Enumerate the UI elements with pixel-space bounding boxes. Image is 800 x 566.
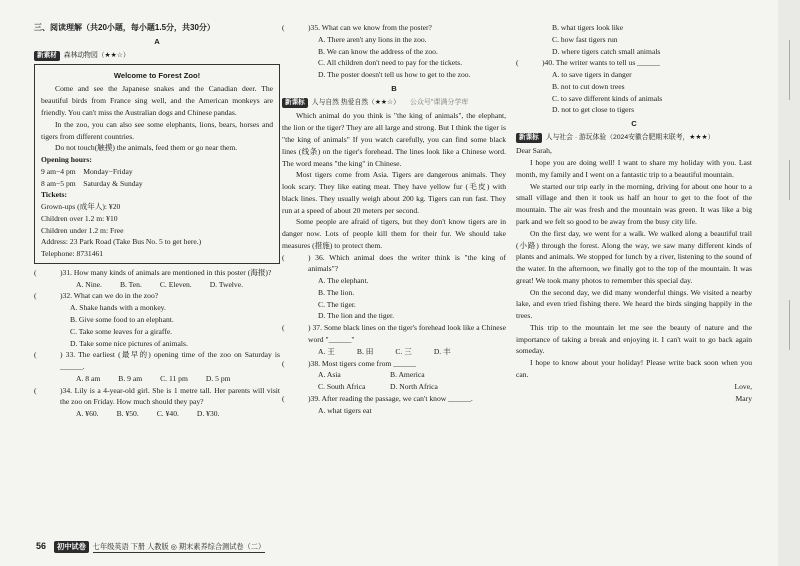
answer-bracket[interactable]: ( — [34, 267, 37, 277]
option: B. America — [390, 370, 425, 380]
answer-bracket[interactable]: ( — [282, 23, 285, 32]
question-32: ( )32. What can we do in the zoo? — [34, 291, 159, 301]
option: D. not to get close to tigers — [552, 105, 635, 115]
part-b-tag — [282, 98, 506, 109]
option: B. 9 am — [118, 373, 143, 383]
part-a-topic: 森林动物园（★★☆） — [63, 52, 130, 60]
letter-paragraph: We started our trip early in the morning, driving for about one hour to a small village and then it took us half an hour to get to the foot of the mountain. The air was fresh and the mountain was green. It was like a big park and we felt so good to be away from the busy city life. — [516, 181, 752, 227]
opening-hours-label: Opening hours: — [41, 155, 92, 165]
option: D. The poster doesn't tell us how to get to the zoo. — [318, 70, 471, 80]
watermark-text: 公众号"课满分学库 — [409, 98, 469, 106]
option: A. Shake hands with a monkey. — [70, 303, 166, 313]
answer-bracket[interactable]: ( — [282, 393, 285, 403]
opening-hours-weekday: 9 am−4 pm Monday−Friday — [41, 166, 133, 176]
option: D. where tigers catch small animals — [552, 46, 661, 56]
page-binding-edge — [778, 0, 800, 566]
question-37-options — [282, 346, 506, 358]
option: D. 5 pm — [205, 373, 231, 383]
option: A. what tigers eat — [318, 405, 372, 415]
poster-title: Welcome to Forest Zoo! — [113, 70, 201, 80]
passage-paragraph: Some people are afraid of tigers, but they don't know tigers are in danger now. Lots of people kill them for their fur. We should take measures (措施) to protect them. — [282, 217, 506, 250]
option: C. South Africa — [318, 382, 366, 392]
option: B. 田 — [356, 346, 374, 356]
option: C. how fast tigers run — [552, 34, 618, 44]
letter-paragraph: This trip to the mountain let me see the beauty of nature and the importance of taking a break and enjoying it. I can't wait to go back again someday. — [516, 322, 752, 356]
zoo-poster — [34, 64, 280, 264]
answer-bracket[interactable]: ( — [516, 58, 519, 68]
question-40: ( )40. The writer wants to tell us ______ — [516, 58, 660, 68]
option: C. All children don't need to pay for the tickets. — [318, 58, 463, 68]
option: B. The lion. — [318, 287, 355, 297]
option: B. Give some food to an elephant. — [70, 315, 174, 324]
passage-paragraph: Most tigers come from Asia. Tigers are dangerous animals. They look scary. They like eating meat. They have yellow fur (毛皮) with black lines. They usually weigh about 200 kg. Tigers can run fast. They run at a speed of about 20 meters per second. — [282, 170, 506, 215]
option: A. Asia — [318, 370, 341, 380]
poster-telephone: Telephone: 8731461 — [41, 249, 104, 259]
letter-paragraph: I hope you are doing well! I want to share my holiday with you. Last month, my family and I went on a fantastic trip to a beautiful mountain. — [516, 158, 752, 179]
question-33: ( ) 33. The earliest (最早的) opening time of the zoo on Saturday is ______. — [34, 350, 280, 372]
question-34: ( )34. Lily is a 4-year-old girl. She is 1 metre tall. Her parents will visit the zoo on Friday. How much should they pay? — [34, 385, 280, 407]
page-number: 56 — [36, 541, 47, 551]
answer-bracket[interactable]: ( — [282, 358, 285, 368]
question-31: ( )31. How many kinds of animals are mentioned in this poster (海报)? — [34, 267, 272, 277]
ticket-price: Grown-ups (成年人): ¥20 — [41, 202, 121, 212]
option: C. Eleven. — [159, 279, 192, 289]
new-standard-badge: 新课标 — [516, 133, 542, 143]
passage-paragraph: Which animal do you think is "the king of animals", the elephant, the lion or the tiger? They are all large and strong. But I think the tiger is "the king of animals" If you watch carefully, you can find some black lines (线条) on the tiger's forehead. The lines look like a Chinese word. The word means "the king" in Chinese. — [282, 111, 506, 168]
tickets-label: Tickets: — [41, 190, 68, 200]
option: B. what tigers look like — [552, 23, 624, 32]
letter-salutation: Dear Sarah, — [516, 146, 552, 156]
question-33-options — [34, 373, 280, 385]
option: B. We can know the address of the zoo. — [318, 46, 438, 56]
ticket-price: Children under 1.2 m: Free — [41, 225, 124, 235]
option: C. to save different kinds of animals — [552, 93, 663, 103]
poster-paragraph: In the zoo, you can also see some elephants, lions, bears, horses and tigers from different countries. — [41, 119, 273, 141]
letter-paragraph: On the first day, we went for a walk. We walked along a beautiful trail (小路) through the forest. Along the way, we saw many different kinds of plants and animals. We stopped for lunch by a river, listening to the sound of the water. In the afternoon, we finally got to the top of the mountain. It was great! We took many photos to remember this special day. — [516, 228, 752, 285]
column-right — [516, 22, 752, 404]
answer-bracket[interactable]: ( — [34, 385, 37, 395]
question-37: ( ) 37. Some black lines on the tiger's forehead look like a Chinese word "______" — [282, 323, 506, 344]
part-b-topic: 人与自然 热爱自然（★★☆） — [311, 98, 400, 106]
footer-text: 七年级英语 下册 人教版 ◎ 期末素养综合测试卷（二） — [93, 541, 265, 553]
option: C. Take some leaves for a giraffe. — [70, 326, 173, 336]
option: C. 11 pm — [160, 373, 188, 383]
opening-hours-weekend: 8 am−5 pm Saturday & Sunday — [41, 178, 143, 188]
answer-bracket[interactable]: ( — [34, 350, 37, 360]
footer-badge: 初中试卷 — [54, 541, 89, 552]
question-35: ( )35. What can we know from the poster? — [282, 23, 432, 32]
part-b-label: B — [391, 83, 397, 93]
option: B. ¥50. — [116, 409, 139, 419]
column-left — [34, 22, 280, 420]
option: D. Take some nice pictures of animals. — [70, 338, 188, 348]
option: D. Twelve. — [209, 279, 243, 289]
new-standard-badge: 新课标 — [282, 98, 308, 108]
question-31-options — [34, 279, 280, 291]
letter-paragraph: I hope to know about your holiday! Please write back soon when you can. — [516, 358, 752, 379]
question-34-options — [34, 408, 280, 420]
option: C. ¥40. — [156, 409, 179, 419]
option: B. not to cut down trees — [552, 81, 625, 91]
part-c-topic: 人与社会 · 游玩体验（2024安徽合肥期末联考，★★★） — [545, 133, 715, 141]
option: A. to save tigers in danger — [552, 70, 632, 80]
answer-bracket[interactable]: ( — [282, 323, 285, 333]
letter-closing: Love, — [734, 381, 752, 391]
option: A. ¥60. — [76, 409, 99, 419]
option: A. 8 am — [76, 373, 101, 383]
part-a-label: A — [154, 37, 160, 47]
question-38-options-row2 — [282, 381, 506, 393]
section-title: 三、阅读理解（共20小题，每小题1.5分，共30分） — [34, 23, 215, 32]
option: C. 三 — [395, 346, 412, 356]
question-38: ( )38. Most tigers come from ______ — [282, 358, 416, 368]
poster-paragraph: Do not touch(触摸) the animals, feed them or go near them. — [55, 143, 238, 153]
question-36: ( ) 36. Which animal does the writer think is "the king of animals"? — [282, 252, 506, 274]
option: D. 丰 — [433, 346, 451, 356]
page-footer — [36, 540, 265, 554]
question-39: ( )39. After reading the passage, we can't know ______. — [282, 393, 473, 403]
question-38-options-row1 — [282, 369, 506, 381]
option: B. Ten. — [119, 279, 142, 289]
column-middle — [282, 22, 506, 416]
option: D. The lion and the tiger. — [318, 311, 394, 321]
option: D. ¥30. — [196, 409, 220, 419]
poster-paragraph: Come and see the Japanese snakes and the Canadian deer. The beautiful birds from France sing well, and the American monkeys are friendly. You can't miss the Australian dogs and Chinese pandas. — [41, 84, 273, 117]
part-a-tag — [34, 51, 280, 62]
option: A. 王 — [318, 346, 335, 356]
part-c-label: C — [631, 119, 637, 129]
option: A. There aren't any lions in the zoo. — [318, 34, 427, 44]
poster-address: Address: 23 Park Road (Take Bus No. 5 to get here.) — [41, 237, 202, 247]
option: A. The elephant. — [318, 276, 369, 286]
answer-bracket[interactable]: ( — [34, 291, 37, 301]
option: A. Nine. — [76, 279, 102, 289]
letter-signature: Mary — [735, 393, 752, 403]
answer-bracket[interactable]: ( — [282, 252, 285, 262]
option: C. The tiger. — [318, 299, 356, 309]
option: D. North Africa — [390, 382, 438, 392]
new-material-badge: 新素材 — [34, 51, 60, 61]
letter-paragraph: On the second day, we did many wonderful things. We visited a nearby lake, and even tried fishing there. We heard the birds singing happily in the trees. — [516, 287, 752, 321]
ticket-price: Children over 1.2 m: ¥10 — [41, 213, 118, 223]
part-c-tag — [516, 133, 752, 144]
